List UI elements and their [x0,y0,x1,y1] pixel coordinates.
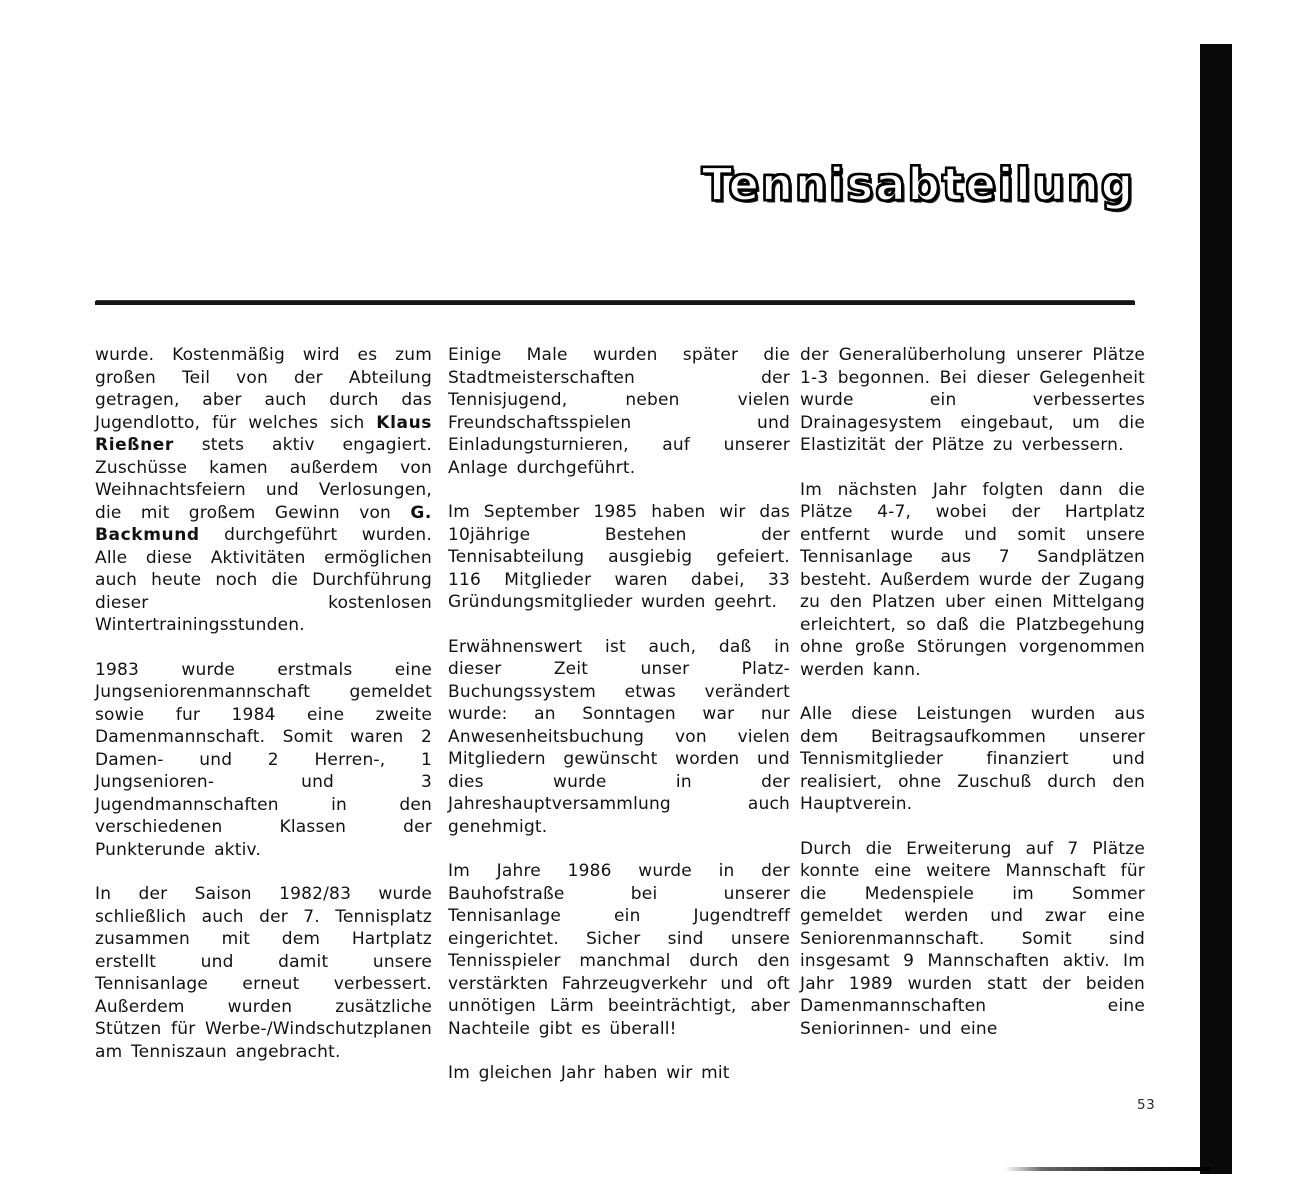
paragraph: 1983 wurde erstmals eine Jungseniorenmannschaft gemeldet sowie fur 1984 eine zweite Damenmannschaft. Somit waren 2 Damen- und 2 Herren-, 1 Jungsenioren- und 3 Jugendmannschaften in den verschiedenen Klassen der Punkterunde aktiv. [95,659,432,860]
paragraph: In der Saison 1982/83 wurde schließlich auch der 7. Tennisplatz zusammen mit dem Hartplatz erstellt und damit unsere Tennisanlage erneut verbessert. Außerdem wurden zusätzliche Stützen für Werbe-/Windschutzplanen am Tenniszaun angebracht. [95,884,432,1062]
paragraph-text: wurde. Kostenmäßig wird es zum großen Teil von der Abteilung getragen, aber auch durch das Jugendlotto, für welches sich [95,345,432,433]
column-3 [800,344,1145,1085]
paragraph-text: stets aktiv engagiert. Zuschüsse kamen außerdem von Weihnachtsfeiern und Verlosungen, die mit großem Gewinn von [95,435,432,523]
paragraph: Erwähnenswert ist auch, daß in dieser Zeit unser Platz-Buchungssystem etwas verändert wurde: an Sonntagen war nur Anwesenheitsbuchung von vielen Mitgliedern gewünscht worden und dies wurde in der Jahreshauptversammlung auch genehmigt. [448,636,790,837]
paragraph: Im Jahre 1986 wurde in der Bauhofstraße bei unserer Tennisanlage ein Jugendtreff eingerichtet. Sicher sind unsere Tennisspieler manchmal durch den verstärkten Fahrzeugverkehr und oft unnötigen Lärm beeinträchtigt, aber Nachteile gibt es überall! [448,861,790,1039]
text-columns [95,344,1145,1085]
paragraph-text: durchgeführt wurden. Alle diese Aktivitäten ermöglichen auch heute noch die Durchführung dieser kostenlosen Wintertrainingsstunden. [95,525,432,635]
column-2 [448,344,790,1085]
column-1 [95,344,432,1085]
paragraph: Im nächsten Jahr folgten dann die Plätze 4-7, wobei der Hartplatz entfernt wurde und somit unsere Tennisanlage aus 7 Sandplätzen besteht. Außerdem wurde der Zugang zu den Platzen uber einen Mittelgang erleichtert, so daß die Platzbegehung ohne große Störungen vorgenommen werden kann. [800,479,1145,680]
paragraph: Im September 1985 haben wir das 10jährige Bestehen der Tennisabteilung ausgiebig gefeiert. 116 Mitglieder waren dabei, 33 Gründungsmitglieder wurden geehrt. [448,502,790,612]
paragraph: Alle diese Leistungen wurden aus dem Beitragsaufkommen unserer Tennismitglieder finanziert und realisiert, ohne Zuschuß durch den Hauptverein. [800,704,1145,814]
person-name-g-backmund: G. Backmund [95,502,432,545]
title-divider-rule [95,301,1135,305]
paragraph: Einige Male wurden später die Stadtmeisterschaften der Tennisjugend, neben vielen Freundschaftsspielen und Einladungsturnieren, auf unserer Anlage durchgeführt. [448,345,790,478]
page-number: 53 [1137,1097,1156,1113]
paragraph: Durch die Erweiterung auf 7 Plätze konnte eine weitere Mannschaft für die Medenspiele im Sommer gemeldet werden und zwar eine Seniorenmannschaft. Somit sind insgesamt 9 Mannschaften aktiv. Im Jahr 1989 wurden statt der beiden Damenmannschaften eine Seniorinnen- und eine [800,838,1145,1039]
paragraph: der Generalüberholung unserer Plätze 1-3 begonnen. Bei dieser Gelegenheit wurde ein verbessertes Drainagesystem eingebaut, um die Elastizität der Plätze zu verbessern. [800,345,1145,455]
paragraph [95,344,432,637]
person-name-klaus-riessner: Klaus Rießner [95,412,432,455]
scan-binding-bar [1200,44,1232,1174]
scan-bottom-edge-line [1005,1167,1210,1171]
page-title: Tennisabteilung [701,158,1135,211]
paragraph: Im gleichen Jahr haben wir mit [448,1063,730,1083]
